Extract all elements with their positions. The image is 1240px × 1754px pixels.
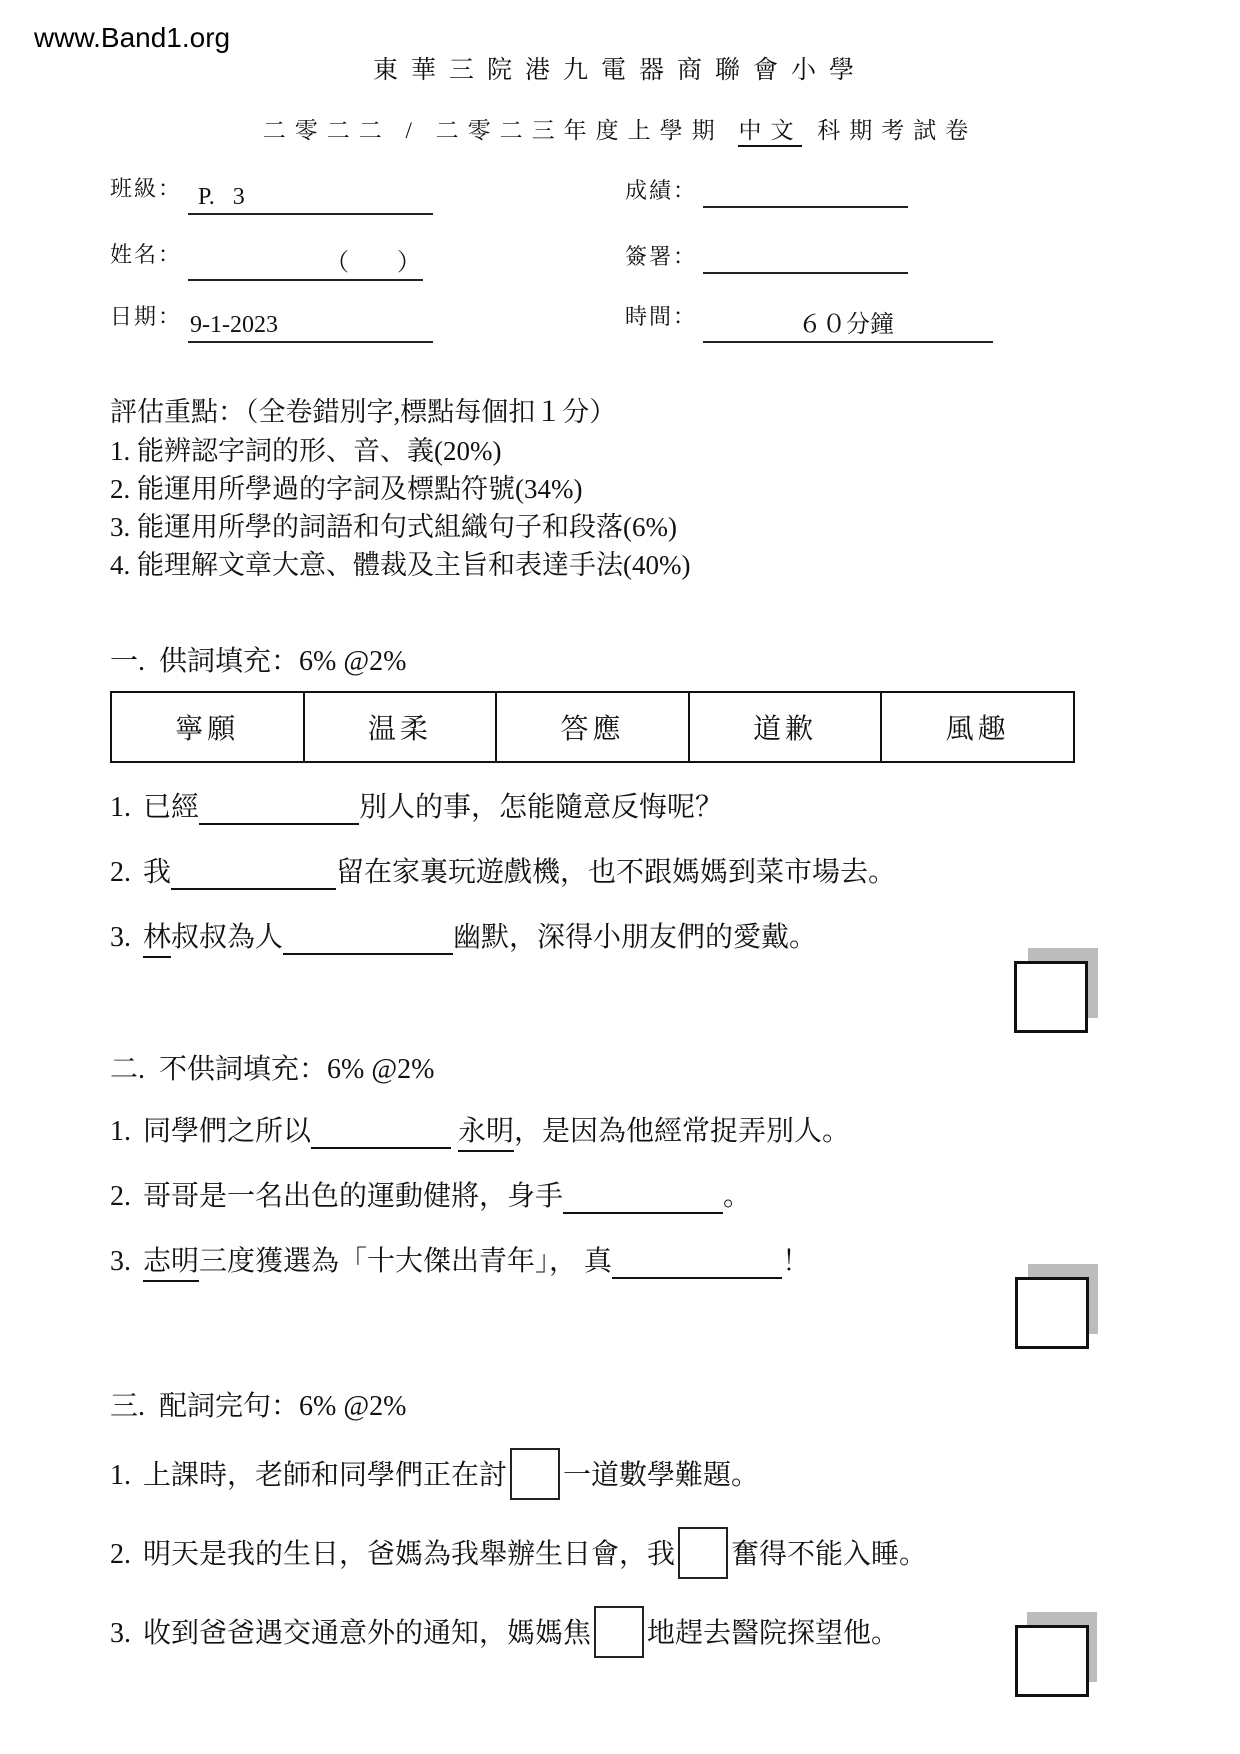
score-box (1015, 1625, 1089, 1697)
question-text (451, 1116, 458, 1147)
field-name (110, 238, 423, 281)
signature-label: 簽署： (625, 244, 698, 269)
question-text: 別人的事，怎能隨意反悔呢？ (359, 792, 724, 823)
word-bank-cell: 答應 (497, 693, 690, 761)
question-text: 叔叔為人 (171, 922, 284, 953)
answer-blank (612, 1246, 782, 1279)
question-number: 1. (110, 792, 131, 823)
question-line (110, 1527, 1120, 1582)
section-1-questions (110, 788, 1120, 958)
question-line (110, 1242, 1120, 1282)
exam-title (0, 112, 1240, 145)
question-text: 志明 (143, 1246, 199, 1282)
question-text: 地趕去醫院探望他。 (647, 1618, 900, 1649)
answer-box (594, 1606, 644, 1658)
field-score (625, 172, 908, 208)
school-name: 東華三院港九電器商聯會小學 (372, 57, 867, 84)
word-bank-cell: 風趣 (945, 714, 1010, 745)
question-text: 。 (723, 1181, 752, 1212)
question-text: 三度獲選為「十大傑出青年」， 真 (199, 1246, 613, 1277)
name-label: 姓名： (110, 242, 183, 267)
answer-blank (311, 1116, 451, 1149)
assessment-notes-heading: 評估重點：（全卷錯別字,標點每個扣１分） (110, 397, 617, 427)
section-3-questions (110, 1448, 1120, 1661)
question-line (110, 853, 1120, 893)
section-2-free-fill (110, 1053, 1120, 1282)
question-line (110, 1448, 1120, 1503)
field-signature (625, 238, 908, 274)
question-number: 2. (110, 857, 131, 888)
question-number: 1. (110, 1116, 131, 1147)
assessment-note-item: 3. 能運用所學的詞語和句式組織句子和段落(6%) (110, 512, 677, 542)
answer-blank (563, 1181, 723, 1214)
question-text: 幽默，深得小朋友們的愛戴。 (453, 922, 818, 953)
question-number: 2. (110, 1181, 131, 1212)
question-text: 一道數學難題。 (563, 1460, 760, 1491)
question-number: 3. (110, 922, 131, 953)
score-box (1015, 1277, 1089, 1349)
question-number: 3. (110, 1246, 131, 1277)
question-line (110, 1112, 1120, 1152)
word-bank-cell: 道歉 (690, 693, 883, 761)
watermark: www.Band1.org (34, 22, 231, 53)
exam-title-pre: 二零二二 / 二零二三年度上學期 (262, 118, 724, 143)
score-box (1014, 961, 1088, 1033)
field-time (625, 300, 993, 343)
answer-box (510, 1448, 560, 1500)
assessment-note-item: 1. 能辨認字詞的形、音、義(20%) (110, 436, 502, 466)
section-1-word-fill (110, 645, 1120, 958)
time-value: ６０分鐘 (798, 312, 895, 338)
section-2-title: 二. 不供詞填充：6% @2% (110, 1054, 435, 1085)
question-line (110, 1606, 1120, 1661)
question-text: 永明 (458, 1116, 514, 1152)
word-bank-cell: 温柔 (305, 693, 498, 761)
question-text: 哥哥是一名出色的運動健將，身手 (143, 1181, 564, 1212)
question-number: 2. (110, 1539, 131, 1570)
question-number: 3. (110, 1618, 131, 1649)
question-text: 奮得不能入睡。 (731, 1539, 928, 1570)
score-label: 成績： (625, 178, 698, 203)
name-paren: （ ） (325, 250, 422, 276)
question-text: 留在家裏玩遊戲機，也不跟媽媽到菜市場去。 (336, 857, 897, 888)
section-2-questions (110, 1112, 1120, 1282)
score-value (703, 204, 717, 206)
signature-value (703, 270, 717, 272)
answer-box (678, 1527, 728, 1579)
word-bank-table (110, 691, 1075, 763)
assessment-note-item: 2. 能運用所學過的字詞及標點符號(34%) (110, 474, 583, 504)
section-3-word-match (110, 1390, 1120, 1661)
class-value: P. 3 (198, 184, 245, 210)
question-text: 上課時，老師和同學們正在討 (143, 1460, 508, 1491)
assessment-note-item: 4. 能理解文章大意、體裁及主旨和表達手法(40%) (110, 550, 691, 580)
class-label: 班級： (110, 176, 183, 201)
question-line (110, 788, 1120, 828)
exam-title-post: 科期考試卷 (817, 118, 978, 143)
section-3-title: 三. 配詞完句：6% @2% (110, 1391, 407, 1422)
question-text: ，是因為他經常捉弄別人。 (514, 1116, 851, 1147)
question-line (110, 918, 1120, 958)
question-text: 明天是我的生日，爸媽為我舉辦生日會，我 (143, 1539, 676, 1570)
question-text: 已經 (143, 792, 200, 823)
assessment-notes (110, 392, 1110, 584)
question-number: 1. (110, 1460, 131, 1491)
question-text: 同學們之所以 (143, 1116, 312, 1147)
date-value: 9-1-2023 (190, 312, 278, 338)
question-text: 收到爸爸遇交通意外的通知，媽媽焦 (143, 1618, 592, 1649)
question-text: ！ (782, 1246, 811, 1277)
section-1-title: 一. 供詞填充：6% @2% (110, 646, 407, 677)
date-label: 日期： (110, 304, 183, 329)
answer-blank (199, 792, 359, 825)
exam-subject-underlined: 中文 (738, 118, 802, 147)
question-text: 林 (143, 922, 171, 958)
answer-blank (283, 922, 453, 955)
field-class (110, 172, 433, 215)
answer-blank (171, 857, 336, 890)
word-bank-cell: 寧願 (112, 693, 305, 761)
question-line (110, 1177, 1120, 1217)
question-text: 我 (143, 857, 172, 888)
field-date (110, 300, 433, 343)
time-label: 時間： (625, 304, 698, 329)
